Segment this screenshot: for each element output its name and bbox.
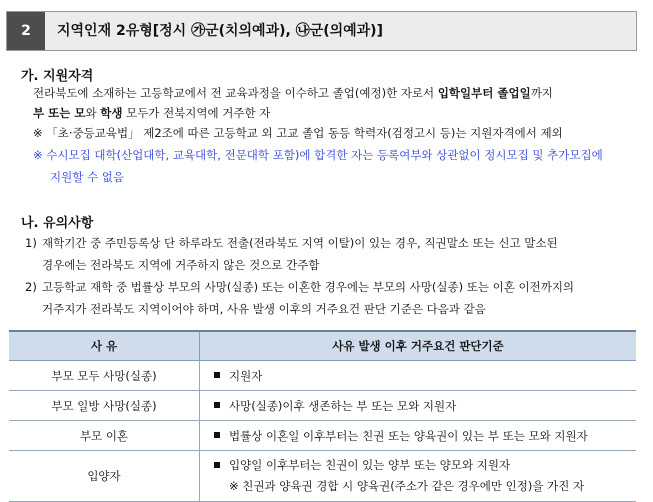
caution-item-2-line-2: 거주지가 전라북도 지역이어야 하며, 사유 발생 이후의 거주요건 판단 기준은 다음과 같음: [42, 302, 486, 316]
square-bullet-icon: [214, 372, 220, 378]
square-bullet-icon: [214, 402, 220, 408]
eligibility-note-2-line-2: 지원할 수 없음: [50, 170, 124, 184]
residency-criteria-table: [9, 330, 636, 502]
eligibility-bold-parent: 부 또는 모: [33, 106, 86, 120]
criteria-cell: [200, 391, 637, 421]
criteria-cell: [200, 421, 637, 451]
table-row: [9, 451, 636, 502]
reason-cell: 부모 이혼: [9, 421, 200, 451]
caution-item-2-number: 2): [25, 280, 37, 294]
caution-item-1-line-2: 경우에는 전라북도 지역에 거주하지 않은 것으로 간주함: [42, 258, 320, 272]
caution-item-1-text: 재학기간 중 주민등록상 단 하루라도 전출(전라북도 지역 이탈)이 있는 경우, 직권말소 또는 신고 말소된: [42, 236, 558, 250]
criteria-line: [214, 455, 635, 476]
section-number: 2: [7, 12, 45, 50]
reason-cell: 부모 모두 사망(실종): [9, 361, 200, 391]
reason-cell: 입양자: [9, 451, 200, 502]
square-bullet-icon: [214, 462, 220, 468]
table-header-row: [9, 331, 636, 361]
heading-eligibility: 가. 지원자격: [21, 69, 94, 84]
column-header-criteria: 사유 발생 이후 거주요건 판단기준: [200, 331, 637, 361]
criteria-text: 법률상 이혼일 이후부터는 친권 또는 양육권이 있는 부 또는 모와 지원자: [229, 428, 588, 443]
section-header: [6, 11, 637, 51]
eligibility-line-2: [33, 102, 633, 124]
section-title: 지역인재 2유형[정시 ㉮군(치의예과), ㉯군(의예과)]: [57, 23, 383, 39]
eligibility-bold-period: 입학일부터 졸업일: [437, 86, 531, 100]
eligibility-note-2-line-1: ※ 수시모집 대학(산업대학, 교육대학, 전문대학 포함)에 합격한 자는 등록여부와 상관없이 정시모집 및 추가모집에: [33, 148, 603, 162]
caution-item-2-line-1: [25, 276, 637, 298]
caution-item-2-text: 고등학교 재학 중 법률상 부모의 사망(실종) 또는 이혼한 경우에는 부모의 사망(실종) 또는 이혼 이전까지의: [42, 280, 575, 294]
criteria-cell: [200, 361, 637, 391]
column-header-reason: 사 유: [9, 331, 200, 361]
table-row: [9, 421, 636, 451]
table-row: [9, 361, 636, 391]
table-row: [9, 391, 636, 421]
eligibility-line-1: [33, 82, 633, 104]
criteria-text: 입양일 이후부터는 친권이 있는 양부 또는 양모와 지원자: [229, 458, 511, 472]
eligibility-bold-student: 학생: [100, 106, 123, 120]
eligibility-conj: 와: [85, 106, 101, 120]
criteria-note: ※ 친권과 양육권 경합 시 양육권(주소가 같은 경우에만 인정)을 가진 자: [229, 479, 585, 493]
heading-cautions: 나. 유의사항: [21, 216, 94, 231]
eligibility-text-end: 까지: [530, 86, 553, 100]
caution-item-1-number: 1): [25, 236, 37, 250]
square-bullet-icon: [214, 432, 220, 438]
criteria-text: 사망(실종)이후 생존하는 부 또는 모와 지원자: [229, 398, 457, 413]
caution-item-1-line-1: [25, 232, 637, 254]
reason-cell: 부모 일방 사망(실종): [9, 391, 200, 421]
eligibility-text: 전라북도에 소재하는 고등학교에서 전 교육과정을 이수하고 졸업(예정)한 자로서: [33, 86, 438, 100]
eligibility-text-tail: 모두가 전북지역에 거주한 자: [122, 106, 271, 120]
criteria-text: 지원자: [229, 368, 263, 383]
criteria-cell: [200, 451, 637, 502]
eligibility-note-1: ※ 「초·중등교육법」 제2조에 따른 고등학교 외 고교 졸업 동등 학력자(검정고시 등)는 지원자격에서 제외: [33, 126, 563, 140]
